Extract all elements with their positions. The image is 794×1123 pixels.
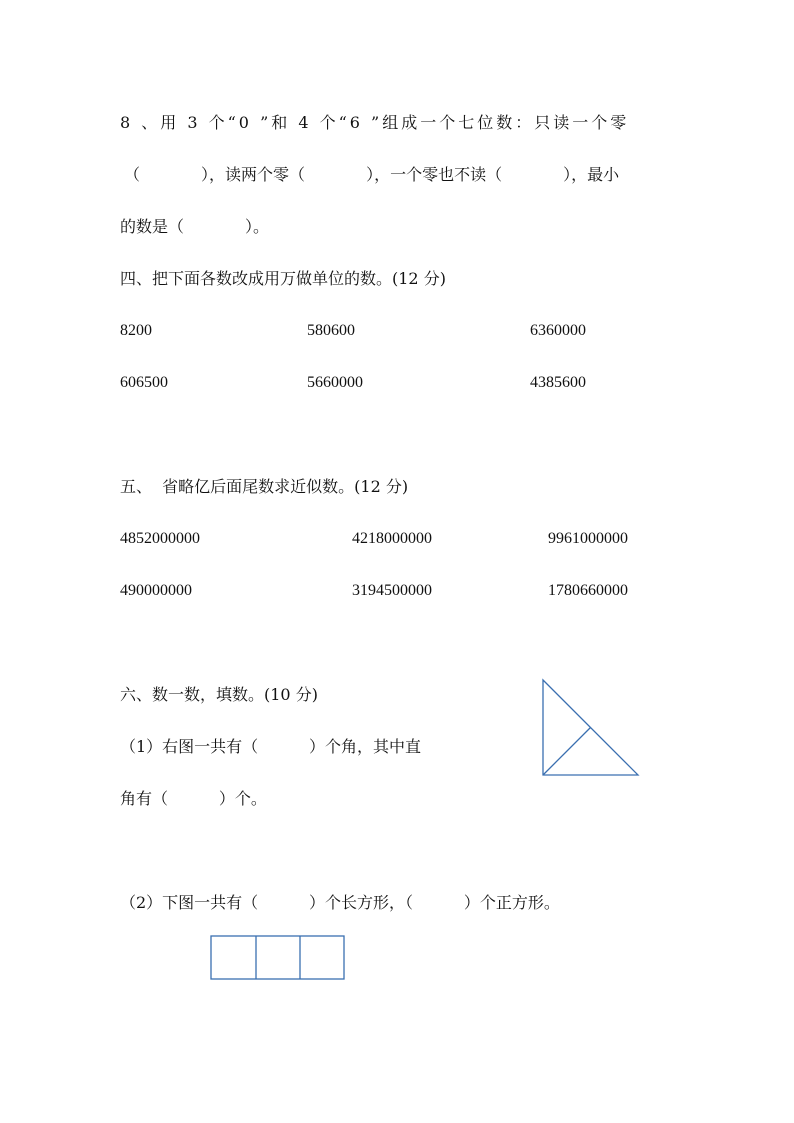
s5-r2-c1: 490000000 <box>120 582 192 599</box>
s5-r2-c2: 3194500000 <box>352 582 432 599</box>
triangle-figure <box>541 678 641 778</box>
s6-q1-line-2: 角有（ ）个。 <box>120 789 267 808</box>
q8-line-3: 的数是（ ）。 <box>120 217 270 236</box>
s5-r2-c3: 1780660000 <box>548 582 628 599</box>
triangle-inner-segment <box>543 728 591 776</box>
s4-r1-c2: 580600 <box>307 322 355 339</box>
section-5-heading: 五、 省略亿后面尾数求近似数。(12 分) <box>120 477 409 496</box>
section-6-heading: 六、数一数，填数。(10 分) <box>120 685 318 704</box>
rectangles-figure <box>210 935 346 981</box>
s4-r1-c1: 8200 <box>120 322 152 339</box>
s5-r1-c2: 4218000000 <box>352 530 432 547</box>
s4-r2-c1: 606500 <box>120 374 168 391</box>
s4-r1-c3: 6360000 <box>530 322 586 339</box>
rectangles-outline <box>211 936 344 979</box>
q8-line-1: 8 、用 3 个“0 ”和 4 个“6 ”组成一个七位数：只读一个零 <box>120 113 630 132</box>
s5-r1-c3: 9961000000 <box>548 530 628 547</box>
s5-r1-c1: 4852000000 <box>120 530 200 547</box>
section-4-heading: 四、把下面各数改成用万做单位的数。(12 分) <box>120 269 446 288</box>
s4-r2-c2: 5660000 <box>307 374 363 391</box>
s6-q2-line: （2）下图一共有（ ）个长方形，（ ）个正方形。 <box>120 893 560 912</box>
s4-r2-c3: 4385600 <box>530 374 586 391</box>
q8-line-2: （ ），读两个零（ ），一个零也不读（ ），最小 <box>124 165 620 184</box>
s6-q1-line-1: （1）右图一共有（ ）个角，其中直 <box>120 737 422 756</box>
